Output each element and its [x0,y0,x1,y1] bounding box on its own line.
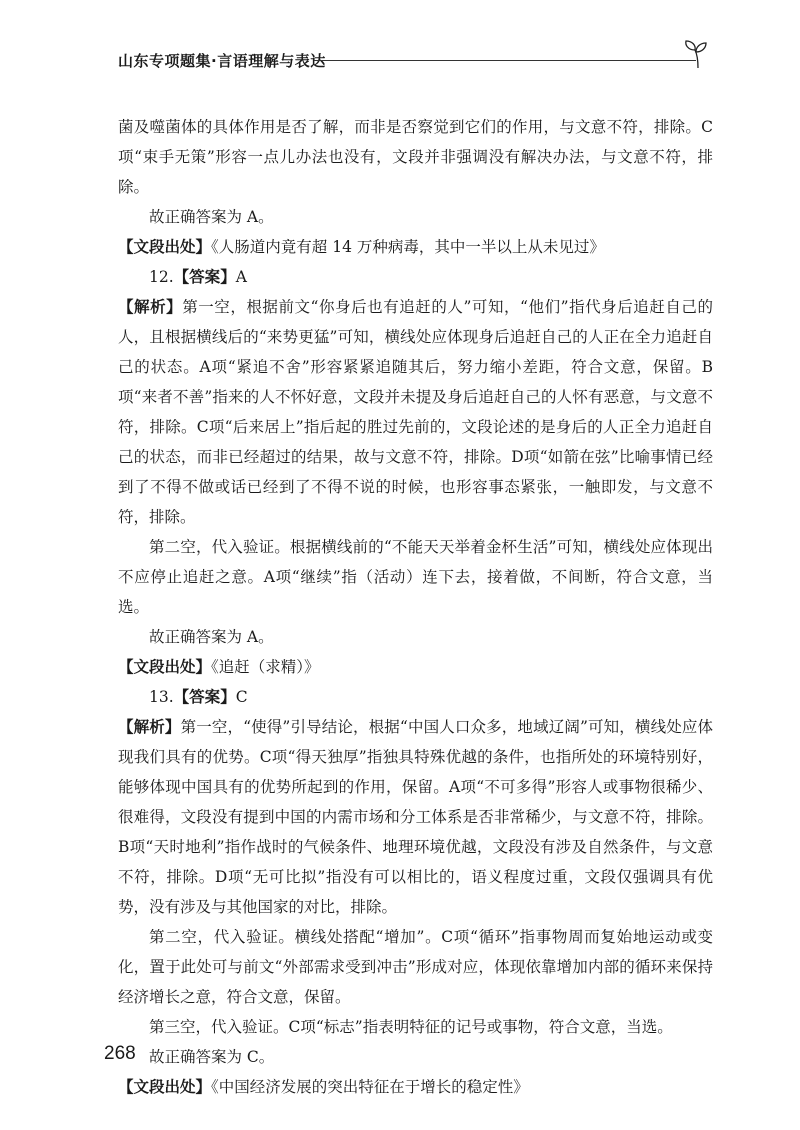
analysis-paragraph: 【解析】第一空，“使得”引导结论，根据“中国人口众多，地域辽阔”可知，横线处应体现我们具有的优势。C项“得天独厚”指独具特殊优越的条件，也指所处的环境特别好，能够体现中国具有的优势所起到的作用，保留。A项“不可多得”形容人或事物很稀少、很难得，文段没有提到中国的内需市场和分工体系是否非常稀少，与文意不符，排除。B项“天时地利”指作战时的气候条件、地理环境优越，文段没有涉及自然条件，与文意不符，排除。D项“无可比拟”指没有可以相比的，语义程度过重，文段仅强调具有优势，没有涉及与其他国家的对比，排除。 [118,718,713,916]
sprout-icon [684,40,718,70]
header-rule [314,60,696,61]
answer-tag: 答案 [189,688,221,706]
question-number: 13. [149,688,174,706]
answer-line: 12.【答案】A [149,268,247,286]
answer-value: C [235,688,248,706]
paragraph: 故正确答案为 A。 [149,628,274,646]
analysis-tag: 解析 [133,718,165,736]
source-title: 《中国经济发展的突出特征在于增长的稳定性》 [211,1078,529,1096]
source-tag: 文段出处 [133,1078,196,1096]
page-body [118,112,713,1102]
paragraph: 第二空，代入验证。横线处搭配“增加”。C项“循环”指事物周而复始地运动或变化，置于此处可与前文“外部需求受到冲击”形成对应，体现依靠增加内部的循环来保持经济增长之意，符合文意，保留。 [118,928,713,1006]
paragraph: 故正确答案为 C。 [149,1048,275,1066]
analysis-text: 第一空，根据前文“你身后也有追赶的人”可知，“他们”指代身后追赶自己的人，且根据横线后的“来势更猛”可知，横线处应体现身后追赶自己的人正在全力追赶自己的状态。A项“紧追不舍”形容紧紧追随其后，努力缩小差距，符合文意，保留。B项“来者不善”指来的人不怀好意，文段并未提及身后追赶自己的人怀有恶意，与文意不符，排除。C项“后来居上”指后起的胜过先前的，文段论述的是身后的人正全力追赶自己的状态，而非已经超过的结果，故与文意不符，排除。D项“如箭在弦”比喻事情已经到了不得不做或话已经到了不得不说的时候，也形容事态紧张，一触即发，与文意不符，排除。 [118,298,713,526]
question-number: 12. [149,268,174,286]
source-title: 《人肠道内竟有超 14 万种病毒，其中一半以上从未见过》 [211,238,605,256]
header-title: 山东专项题集·言语理解与表达 [118,52,326,70]
paragraph: 故正确答案为 A。 [149,208,274,226]
running-header [118,40,718,80]
source-line: 【文段出处】《追赶（求精）》 [118,658,320,676]
answer-tag: 答案 [189,268,221,286]
analysis-paragraph: 【解析】第一空，根据前文“你身后也有追赶的人”可知，“他们”指代身后追赶自己的人，且根据横线后的“来势更猛”可知，横线处应体现身后追赶自己的人正在全力追赶自己的状态。A项“紧追不舍”形容紧紧追随其后，努力缩小差距，符合文意，保留。B项“来者不善”指来的人不怀好意，文段并未提及身后追赶自己的人怀有恶意，与文意不符，排除。C项“后来居上”指后起的胜过先前的，文段论述的是身后的人正全力追赶自己的状态，而非已经超过的结果，故与文意不符，排除。D项“如箭在弦”比喻事情已经到了不得不做或话已经到了不得不说的时候，也形容事态紧张，一触即发，与文意不符，排除。 [118,298,713,526]
answer-line: 13.【答案】C [149,688,248,706]
source-line: 【文段出处】《人肠道内竟有超 14 万种病毒，其中一半以上从未见过》 [118,238,605,256]
paragraph: 第二空，代入验证。根据横线前的“不能天天举着金杯生活”可知，横线处应体现出不应停止追赶之意。A项“继续”指（活动）连下去，接着做，不间断，符合文意，当选。 [118,538,713,616]
analysis-text: 第一空，“使得”引导结论，根据“中国人口众多，地域辽阔”可知，横线处应体现我们具有的优势。C项“得天独厚”指独具特殊优越的条件，也指所处的环境特别好，能够体现中国具有的优势所起到的作用，保留。A项“不可多得”形容人或事物很稀少、很难得，文段没有提到中国的内需市场和分工体系是否非常稀少，与文意不符，排除。B项“天时地利”指作战时的气候条件、地理环境优越，文段没有涉及自然条件，与文意不符，排除。D项“无可比拟”指没有可以相比的，语义程度过重，文段仅强调具有优势，没有涉及与其他国家的对比，排除。 [118,718,713,916]
paragraph: 菌及噬菌体的具体作用是否了解，而非是否察觉到它们的作用，与文意不符，排除。C项“束手无策”形容一点儿办法也没有，文段并非强调没有解决办法，与文意不符，排除。 [118,118,713,196]
page-number: 268 [104,1043,136,1064]
answer-value: A [235,268,247,286]
source-tag: 文段出处 [133,238,196,256]
paragraph: 第三空，代入验证。C项“标志”指表明特征的记号或事物，符合文意，当选。 [149,1018,673,1036]
analysis-tag: 解析 [134,298,167,316]
source-line: 【文段出处】《中国经济发展的突出特征在于增长的稳定性》 [118,1078,529,1096]
source-title: 《追赶（求精）》 [211,658,320,676]
source-tag: 文段出处 [133,658,196,676]
